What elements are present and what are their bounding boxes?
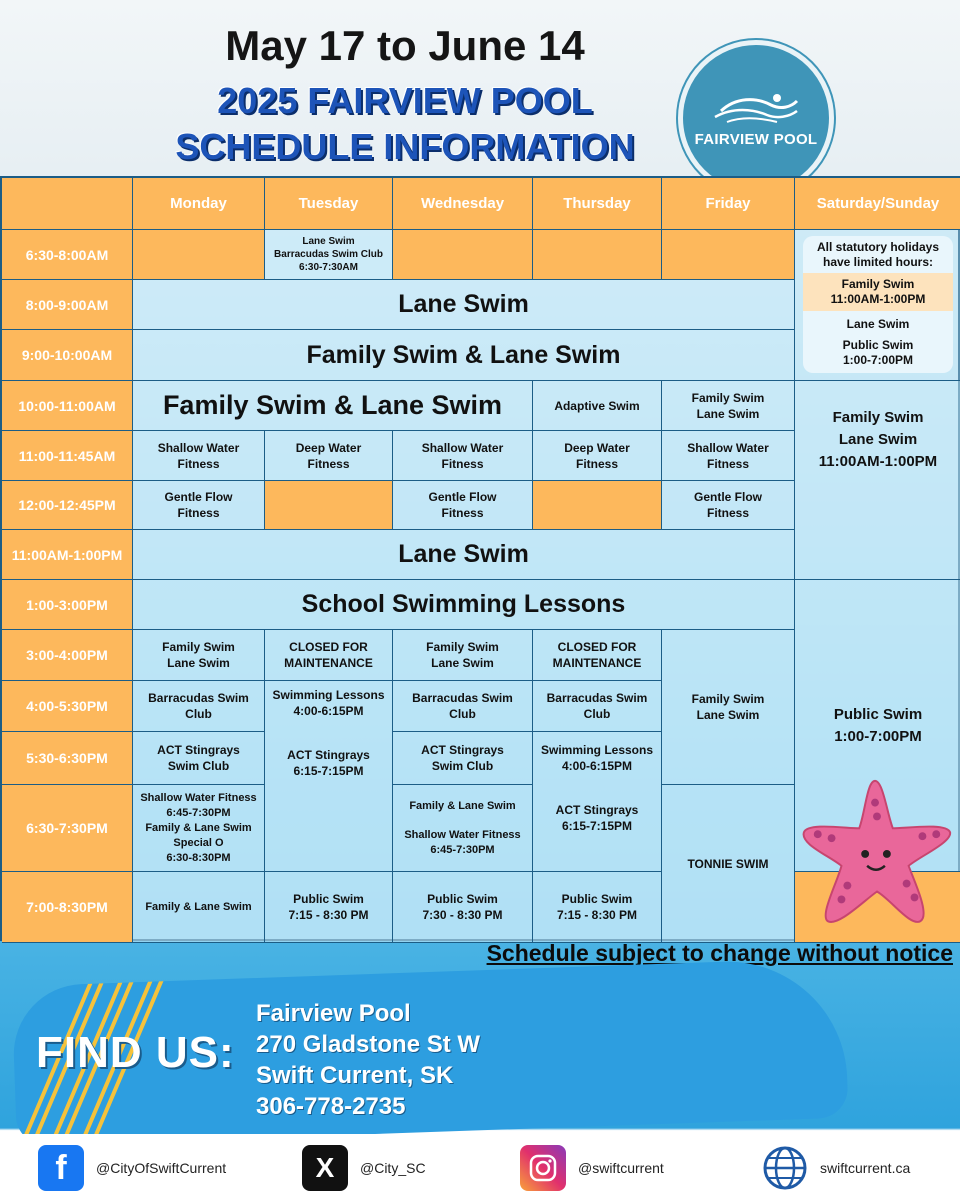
logo-text: FAIRVIEW POOL bbox=[694, 130, 818, 148]
weekend-family-lane bbox=[795, 381, 960, 580]
schedule-cell bbox=[265, 230, 393, 280]
cell-line: 7:30 - 8:30 PM bbox=[422, 908, 503, 922]
schedule-cell bbox=[533, 732, 662, 872]
holiday-notice-cell bbox=[795, 230, 960, 381]
empty-slot bbox=[393, 230, 533, 280]
cell-line: Family & Lane Swim bbox=[409, 799, 516, 812]
facebook-link[interactable] bbox=[38, 1145, 226, 1191]
time-slot: 3:00-4:00PM bbox=[2, 630, 133, 681]
cell-line: Public Swim bbox=[293, 892, 364, 906]
schedule-cell bbox=[533, 872, 662, 943]
cell-line: Fitness bbox=[177, 506, 220, 520]
holiday-card bbox=[803, 236, 953, 373]
cell-line: Gentle Flow bbox=[428, 490, 497, 504]
cell-line: Fitness bbox=[441, 506, 484, 520]
time-slot: 8:00-9:00AM bbox=[2, 280, 133, 330]
x-link[interactable] bbox=[302, 1145, 426, 1191]
time-slot: 10:00-11:00AM bbox=[2, 381, 133, 431]
city: Swift Current, SK bbox=[256, 1062, 454, 1089]
time-slot: 5:30-6:30PM bbox=[2, 732, 133, 785]
x-icon: X bbox=[302, 1145, 348, 1191]
find-us-label: FIND US: bbox=[36, 1028, 235, 1077]
time-slot: 12:00-12:45PM bbox=[2, 481, 133, 530]
time-slot: 6:30-7:30PM bbox=[2, 785, 133, 872]
cell-line: 11:00AM-1:00PM bbox=[818, 453, 938, 470]
empty-slot bbox=[533, 230, 662, 280]
time-slot: 4:00-5:30PM bbox=[2, 681, 133, 732]
cell-line: 4:00-6:15PM bbox=[561, 759, 633, 773]
schedule-cell bbox=[662, 431, 795, 481]
day-header-monday: Monday bbox=[133, 178, 265, 230]
schedule-cell: Adaptive Swim bbox=[533, 381, 662, 431]
page-title-line1: 2025 FAIRVIEW POOL bbox=[217, 80, 593, 121]
schedule-cell: TONNIE SWIM bbox=[662, 785, 795, 943]
schedule-cell bbox=[133, 630, 265, 681]
cell-line: Swim Club bbox=[431, 759, 494, 773]
schedule-cell: School Swimming Lessons bbox=[133, 580, 795, 630]
schedule-cell bbox=[533, 681, 662, 732]
cell-line: Barracudas Swim bbox=[546, 691, 648, 705]
cell-line: Public Swim bbox=[842, 338, 914, 352]
schedule-cell bbox=[265, 630, 393, 681]
day-header-wednesday: Wednesday bbox=[393, 178, 533, 230]
cell-line: Fitness bbox=[177, 456, 220, 471]
schedule-cell bbox=[133, 431, 265, 481]
cell-line: Family Swim bbox=[691, 692, 765, 706]
cell-line: 4:00-6:15PM bbox=[293, 704, 364, 718]
fairview-pool-logo bbox=[678, 40, 834, 196]
cell-line: Fitness bbox=[706, 506, 749, 520]
cell-line: 6:45-7:30PM bbox=[166, 806, 231, 819]
cell-line: Deep Water bbox=[295, 440, 362, 455]
time-slot: 9:00-10:00AM bbox=[2, 330, 133, 381]
cell-line: Family Swim bbox=[162, 640, 235, 654]
cell-line: Gentle Flow bbox=[693, 490, 762, 504]
cell-line: Lane Swim bbox=[167, 656, 230, 670]
schedule-cell: Family Swim & Lane Swim bbox=[133, 330, 795, 381]
day-header-thursday: Thursday bbox=[533, 178, 662, 230]
cell-line: Public Swim bbox=[833, 705, 923, 723]
date-range: May 17 to June 14 bbox=[225, 22, 585, 69]
cell-line: Public Swim bbox=[561, 892, 633, 906]
cell-line: Barracudas Swim bbox=[412, 691, 513, 705]
cell-line: Family Swim bbox=[426, 640, 499, 654]
facility-name: Fairview Pool bbox=[256, 1000, 411, 1027]
cell-line: Swim Club bbox=[167, 759, 230, 773]
cell-line: Barracudas Swim bbox=[148, 691, 249, 705]
schedule-cell bbox=[133, 681, 265, 732]
cell-line: 6:30-7:30AM bbox=[299, 262, 358, 273]
cell-line: Lane Swim bbox=[696, 406, 760, 421]
schedule-notice: Schedule subject to change without notice bbox=[486, 940, 953, 966]
cell-line: Family Swim bbox=[841, 277, 915, 291]
cell-line: Fitness bbox=[575, 456, 618, 471]
holiday-lane: Lane Swim bbox=[846, 317, 910, 331]
cell-line: CLOSED FOR bbox=[557, 640, 637, 654]
cell-line: Gentle Flow bbox=[164, 490, 233, 504]
wave-icon bbox=[711, 89, 801, 125]
website-link[interactable] bbox=[762, 1145, 910, 1191]
cell-line: ACT Stingrays bbox=[421, 743, 504, 757]
schedule-cell: Family & Lane Swim bbox=[133, 872, 265, 943]
cell-line: Shallow Water bbox=[687, 440, 769, 455]
holiday-public bbox=[803, 334, 953, 373]
empty-slot bbox=[533, 481, 662, 530]
time-slot: 1:00-3:00PM bbox=[2, 580, 133, 630]
facebook-icon: f bbox=[38, 1145, 84, 1191]
instagram-link[interactable] bbox=[520, 1145, 664, 1191]
schedule-cell bbox=[133, 785, 265, 872]
schedule-cell bbox=[393, 681, 533, 732]
instagram-icon bbox=[520, 1145, 566, 1191]
empty-slot bbox=[662, 230, 795, 280]
cell-line: Deep Water bbox=[564, 440, 630, 455]
cell-line: 7:15 - 8:30 PM bbox=[556, 908, 638, 922]
day-header-weekend: Saturday/Sunday bbox=[795, 178, 960, 230]
cell-line: 6:15-7:15PM bbox=[561, 819, 633, 833]
address-block bbox=[256, 998, 480, 1122]
starfish-icon bbox=[798, 772, 956, 932]
time-slot: 7:00-8:30PM bbox=[2, 872, 133, 943]
cell-line: Lane Swim bbox=[302, 236, 355, 247]
facebook-handle: @CityOfSwiftCurrent bbox=[96, 1160, 227, 1176]
holiday-note: All statutory holidays have limited hours: bbox=[816, 240, 940, 269]
cell-line: ACT Stingrays bbox=[157, 743, 240, 757]
cell-line: Lane Swim bbox=[838, 431, 918, 448]
cell-line: Shallow Water bbox=[421, 440, 504, 455]
x-handle: @City_SC bbox=[360, 1160, 426, 1176]
cell-line: Fitness bbox=[307, 456, 350, 471]
cell-line: 6:15-7:15PM bbox=[293, 764, 364, 778]
empty-slot bbox=[265, 481, 393, 530]
schedule-cell bbox=[662, 381, 795, 431]
cell-line: Club bbox=[583, 707, 611, 721]
day-header-friday: Friday bbox=[662, 178, 795, 230]
corner-cell bbox=[2, 178, 133, 230]
cell-line: Family Swim bbox=[691, 390, 765, 405]
empty-slot bbox=[133, 230, 265, 280]
cell-line: Shallow Water bbox=[157, 440, 240, 455]
cell-line: Barracudas Swim Club bbox=[274, 249, 383, 260]
time-slot: 11:00-11:45AM bbox=[2, 431, 133, 481]
time-slot: 11:00AM-1:00PM bbox=[2, 530, 133, 580]
globe-icon bbox=[762, 1145, 808, 1191]
cell-line: Family & Lane Swim bbox=[145, 821, 252, 834]
cell-line: ACT Stingrays bbox=[555, 803, 639, 817]
schedule-cell bbox=[393, 431, 533, 481]
cell-line: MAINTENANCE bbox=[552, 656, 642, 670]
cell-line: Family Swim bbox=[832, 409, 924, 426]
schedule-cell bbox=[133, 481, 265, 530]
cell-line: 11:00AM-1:00PM bbox=[830, 292, 926, 306]
cell-line: Club bbox=[449, 707, 476, 721]
schedule-cell bbox=[662, 630, 795, 785]
cell-line: MAINTENANCE bbox=[284, 656, 373, 670]
schedule-cell bbox=[662, 481, 795, 530]
cell-line: 1:00-7:00PM bbox=[834, 727, 922, 745]
cell-line: 6:45-7:30PM bbox=[430, 843, 495, 856]
schedule-cell bbox=[265, 431, 393, 481]
website-url: swiftcurrent.ca bbox=[820, 1160, 911, 1176]
cell-line: Special O bbox=[173, 836, 224, 849]
holiday-family bbox=[803, 273, 953, 311]
cell-line: Club bbox=[185, 707, 212, 721]
schedule-cell: Family Swim & Lane Swim bbox=[133, 381, 533, 431]
cell-line: Swimming Lessons bbox=[540, 743, 654, 757]
time-slot: 6:30-8:00AM bbox=[2, 230, 133, 280]
cell-line: ACT Stingrays bbox=[287, 748, 370, 762]
cell-line: Swimming Lessons bbox=[272, 688, 385, 702]
cell-line: 1:00-7:00PM bbox=[842, 353, 914, 367]
schedule-cell bbox=[393, 481, 533, 530]
schedule-cell bbox=[265, 872, 393, 943]
instagram-handle: @swiftcurrent bbox=[578, 1160, 664, 1176]
cell-line: Shallow Water Fitness bbox=[140, 791, 257, 804]
schedule-cell bbox=[133, 732, 265, 785]
cell-line: CLOSED FOR bbox=[289, 640, 368, 654]
cell-line: Fitness bbox=[441, 456, 484, 471]
schedule-cell bbox=[393, 630, 533, 681]
cell-line: Lane Swim bbox=[431, 656, 494, 670]
day-header-tuesday: Tuesday bbox=[265, 178, 393, 230]
street-address: 270 Gladstone St W bbox=[256, 1031, 481, 1058]
cell-line: Shallow Water Fitness bbox=[404, 828, 521, 841]
schedule-cell bbox=[265, 681, 393, 872]
cell-line: 6:30-8:30PM bbox=[166, 851, 231, 864]
cell-line: 7:15 - 8:30 PM bbox=[288, 908, 369, 922]
schedule-cell bbox=[393, 872, 533, 943]
phone-number: 306-778-2735 bbox=[256, 1093, 406, 1120]
cell-line: Public Swim bbox=[427, 892, 498, 906]
schedule-cell bbox=[533, 630, 662, 681]
schedule-cell bbox=[393, 785, 533, 872]
schedule-cell: Lane Swim bbox=[133, 530, 795, 580]
cell-line: Lane Swim bbox=[696, 708, 760, 722]
schedule-cell: Lane Swim bbox=[133, 280, 795, 330]
page-title-line2: SCHEDULE INFORMATION bbox=[175, 126, 635, 167]
schedule-cell bbox=[533, 431, 662, 481]
schedule-cell bbox=[393, 732, 533, 785]
cell-line: Fitness bbox=[706, 456, 749, 471]
